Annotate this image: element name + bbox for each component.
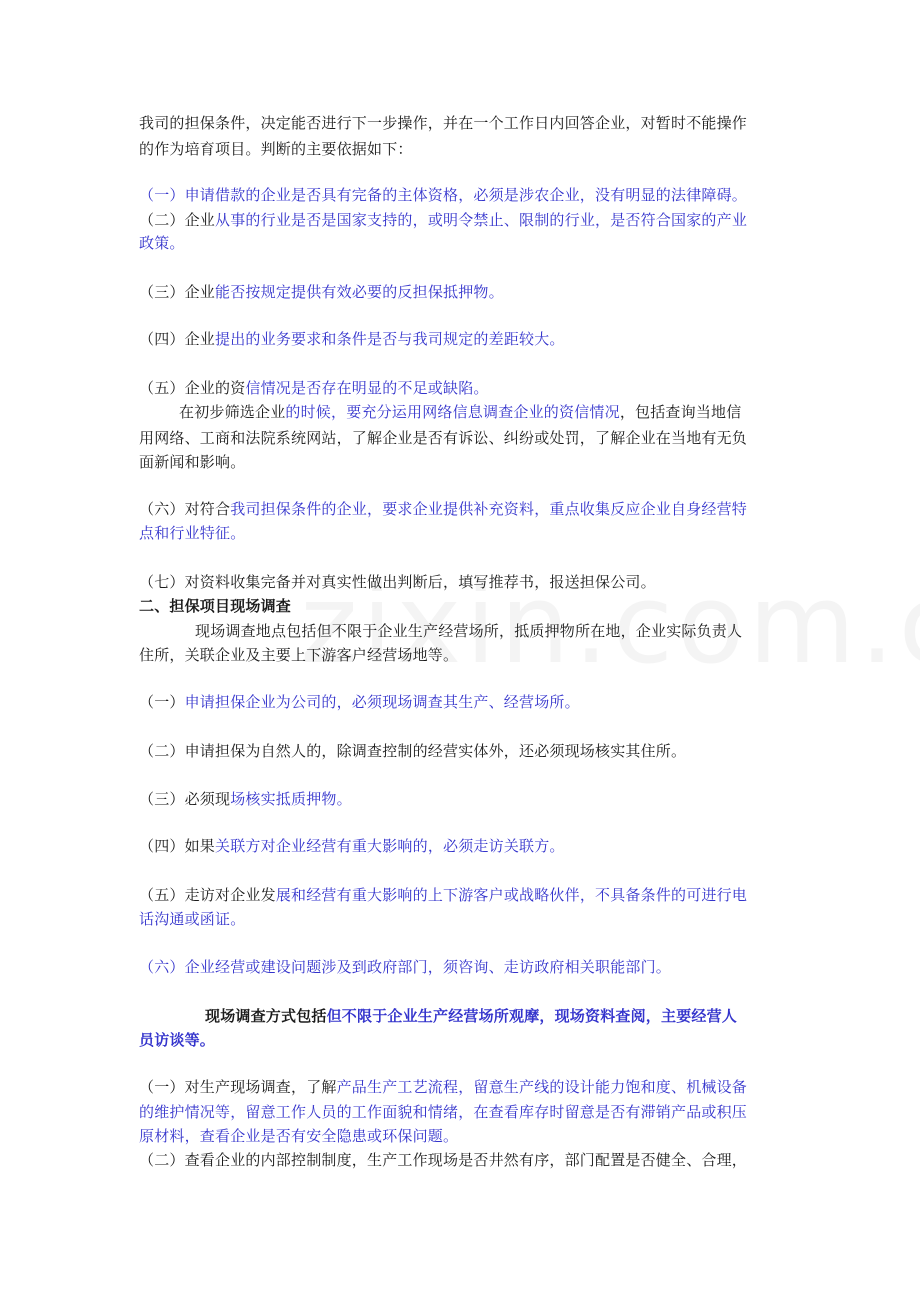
text-run: 用网络、工商和法院系统网站，了解企业是否有诉讼、纠纷或处罚，了解企业在当地有无负 [139, 429, 748, 447]
text-run: 的作为培育项目。判断的主要依据如下： [139, 140, 413, 158]
text-line [139, 499, 789, 520]
text-run: 住所，关联企业及主要上下游客户经营场地等。 [139, 646, 459, 664]
text-run: （六）企业经营或建设问题涉及到政府部门，须咨询、走访政府相关职能部门。 [139, 958, 672, 976]
text-line [195, 621, 845, 642]
text-line [139, 113, 789, 134]
text-run: 原材料，查看企业是否有安全隐患或环保问题。 [139, 1127, 459, 1145]
text-run: 的维护情况等，留意工作人员的工作面貌和情绪，在查看库存时留意是否有滞销产品或积压 [139, 1103, 748, 1121]
text-line [139, 572, 789, 593]
text-run: （三）必须现 [139, 790, 231, 808]
text-run: 员访谈等。 [139, 1031, 216, 1049]
text-line [139, 233, 789, 254]
text-run: （三）企业 [139, 283, 216, 301]
text-run: ，包括查询当地信 [619, 403, 742, 421]
text-run: 产品生产工艺流程，留意生产线的设计能力饱和度、机械设备 [336, 1078, 748, 1096]
text-run: （一） [139, 693, 185, 711]
text-run: （六）对符合 [139, 500, 231, 518]
text-line [139, 1126, 789, 1147]
text-run: 从事的行业是否是国家支持的，或明令禁止、限制的行业，是否符合国家的产业 [215, 211, 748, 229]
text-run: 提出的业务要求和条件是否与我司规定的差距较大。 [215, 330, 565, 348]
text-line [139, 741, 789, 762]
text-line [179, 402, 829, 423]
text-line [139, 836, 789, 857]
text-line [139, 282, 789, 303]
text-run: 信情况是否存在明显的不足或缺陷。 [245, 379, 489, 397]
text-line [139, 1102, 789, 1123]
text-line [139, 1150, 789, 1171]
text-run: 我司担保条件的企业，要求企业提供补充资料，重点收集反应企业自身经营特 [230, 500, 748, 518]
text-run: （一）申请借款的企业是否具有完备的主体资格，必须是涉农企业，没有明显的法律障碍。 [139, 186, 748, 204]
text-line [139, 185, 789, 206]
text-run: 点和行业特征。 [139, 524, 246, 542]
text-run: （四）如果 [139, 837, 216, 855]
text-line [139, 452, 789, 473]
text-line [139, 645, 789, 666]
text-run: 现场调查地点包括但不限于企业生产经营场所，抵质押物所在地，企业实际负责人 [195, 622, 743, 640]
text-line [139, 139, 789, 160]
text-run: 展和经营有重大影响的上下游客户或战略伙伴，不具备条件的可进行电 [275, 886, 748, 904]
text-line [205, 1006, 855, 1027]
text-line [139, 428, 789, 449]
text-run: （五）走访对企业发 [139, 886, 276, 904]
text-run: 政策。 [139, 234, 185, 252]
text-line [139, 909, 789, 930]
text-run: （二）查看企业的内部控制制度，生产工作现场是否井然有序，部门配置是否健全、合理， [139, 1151, 748, 1169]
text-line [139, 378, 789, 399]
text-line [139, 692, 789, 713]
text-run: 我司的担保条件，决定能否进行下一步操作，并在一个工作日内回答企业，对暂时不能操作 [139, 114, 748, 132]
text-run: （一）对生产现场调查，了解 [139, 1078, 337, 1096]
text-run: 场核实抵质押物。 [230, 790, 352, 808]
text-line [139, 1030, 789, 1051]
text-run: （四）企业 [139, 330, 216, 348]
text-run: 的时候，要充分运用网络信息调查企业的资信情况 [285, 403, 620, 421]
text-run: 面新闻和影响。 [139, 453, 246, 471]
text-line [139, 329, 789, 350]
text-run: 申请担保企业为公司的，必须现场调查其生产、经营场所。 [184, 693, 580, 711]
text-line [139, 789, 789, 810]
text-run: 但不限于企业生产经营场所观摩，现场资料查阅，主要经营人 [326, 1007, 738, 1025]
text-run: （七）对资料收集完备并对真实性做出判断后，填写推荐书，报送担保公司。 [139, 573, 656, 591]
text-line [139, 523, 789, 544]
text-run: （五）企业的资 [139, 379, 246, 397]
text-line [139, 1077, 789, 1098]
text-run: 关联方对企业经营有重大影响的，必须走访关联方。 [215, 837, 565, 855]
text-line [139, 210, 789, 231]
text-line [139, 596, 789, 617]
text-run: 现场调查方式包括 [205, 1007, 327, 1025]
text-line [139, 885, 789, 906]
text-run: （二）企业 [139, 211, 216, 229]
text-run: （二）申请担保为自然人的，除调查控制的经营实体外，还必须现场核实其住所。 [139, 742, 687, 760]
text-line [139, 957, 789, 978]
text-run: 话沟通或函证。 [139, 910, 246, 928]
text-run: 二、担保项目现场调查 [139, 597, 292, 615]
text-run: 能否按规定提供有效必要的反担保抵押物。 [215, 283, 504, 301]
text-run: 在初步筛选企业 [179, 403, 286, 421]
